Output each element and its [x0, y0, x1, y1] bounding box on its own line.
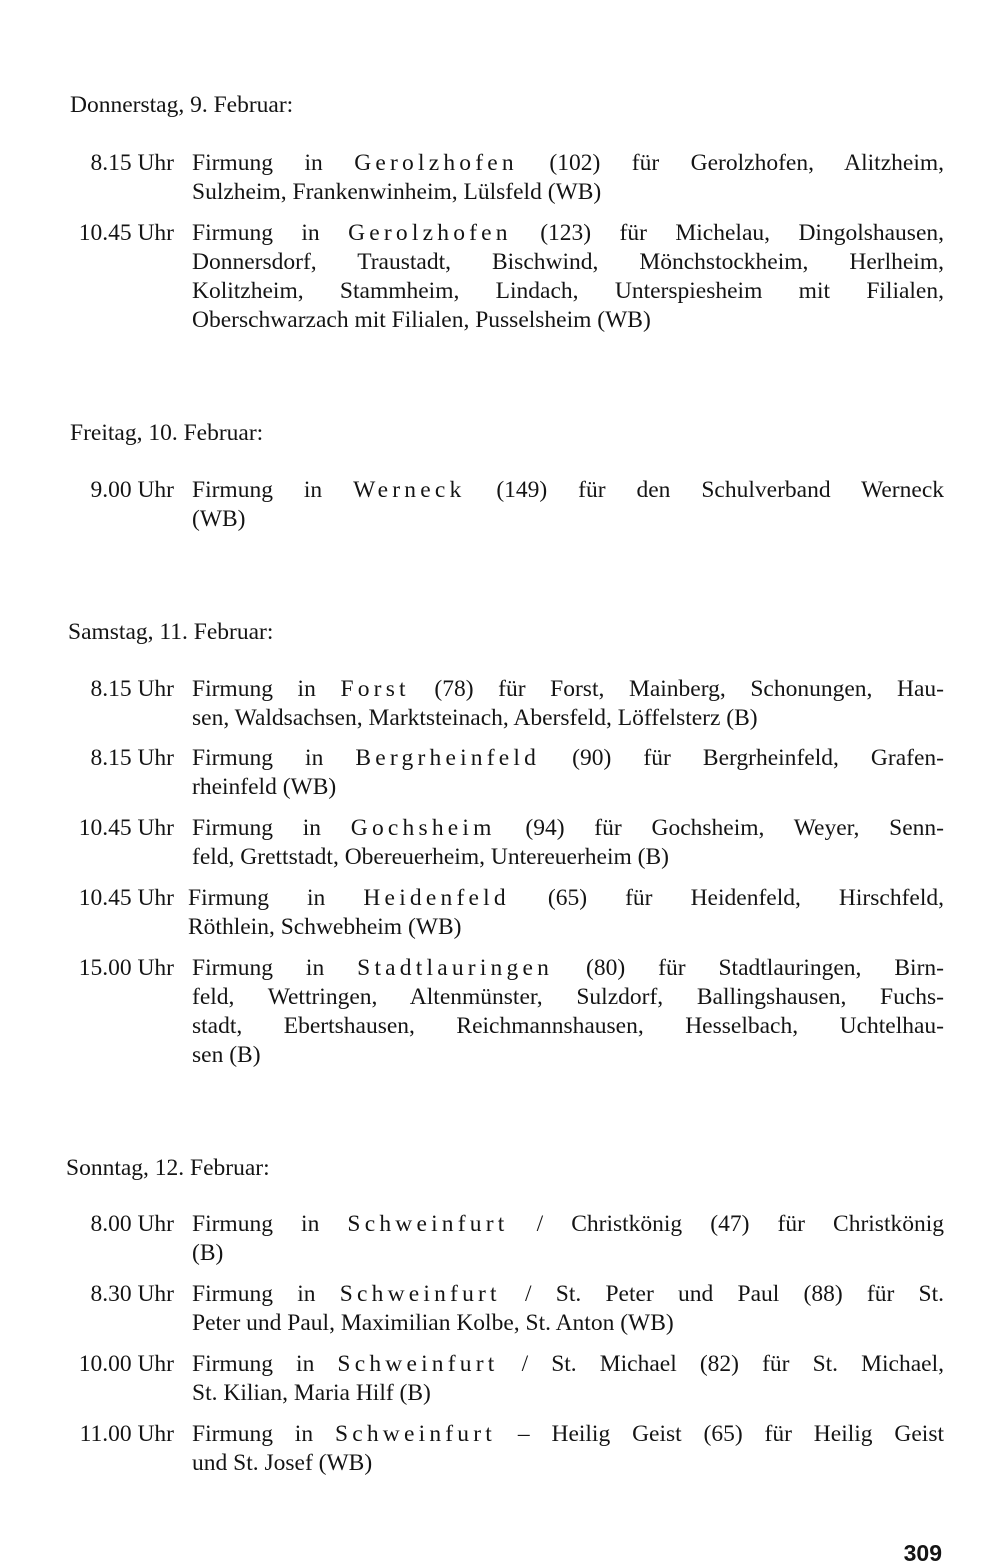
entry-text: Firmung in Heidenfeld (65) für Heidenfeld, Hirschfeld, Röthlein, Schwebheim (WB): [188, 885, 944, 940]
entry-place: Schweinfurt: [334, 1421, 497, 1447]
entry-time: 9.00 Uhr: [90, 477, 174, 503]
entry-prefix: Firmung in: [192, 676, 341, 702]
entry-place: Bergrheinfeld: [355, 745, 541, 771]
entry-text: Firmung in Schweinfurt / St. Michael (82) für St. Michael, St. Kilian, Maria Hilf (B): [192, 1351, 944, 1406]
entry-place: Forst: [340, 676, 410, 702]
page-number: 309: [903, 1540, 942, 1566]
entry-time: 8.00 Uhr: [90, 1211, 174, 1237]
entry-time: 15.00 Uhr: [78, 955, 174, 981]
day-heading: Freitag, 10. Februar:: [70, 420, 264, 446]
entry-place: Schweinfurt: [347, 1211, 509, 1237]
entry-text: Firmung in Gerolzhofen (123) für Michelau, Dingolshausen, Donnersdorf, Traustadt, Bischwind, Mönchstockheim, Herlheim, Kolitzheim, Stammheim, Lindach, Unterspiesheim mit Filialen, Oberschwarzach mit Filialen, Pusselsheim (WB): [192, 220, 944, 333]
day-heading: Donnerstag, 9. Februar:: [70, 92, 294, 118]
entry-text: Firmung in Stadtlauringen (80) für Stadtlauringen, Birn- feld, Wettringen, Altenmünster, Sulzdorf, Ballingshausen, Fuchs- stadt, Ebertshausen, Reichmannshausen, Hesselbach, Uchtelhau- sen (B): [192, 955, 944, 1068]
entry-prefix: Firmung in: [192, 220, 349, 246]
entry-time: 8.15 Uhr: [90, 676, 174, 702]
entry-text: Firmung in Gerolzhofen (102) für Gerolzhofen, Alitzheim, Sulzheim, Frankenwinheim, Lülsfeld (WB): [192, 150, 944, 205]
entry-prefix: Firmung in: [192, 745, 356, 771]
entry-text: Firmung in Gochsheim (94) für Gochsheim, Weyer, Senn- feld, Grettstadt, Obereuerheim, Untereuerheim (B): [192, 815, 944, 870]
entry-prefix: Firmung in: [192, 1281, 340, 1307]
entry-prefix: Firmung in: [192, 1421, 335, 1447]
entry-prefix: Firmung in: [192, 955, 358, 981]
entry-place: Stadtlauringen: [357, 955, 554, 981]
entry-place: Gochsheim: [350, 815, 496, 841]
entry-text: Firmung in Schweinfurt – Heilig Geist (65) für Heilig Geist und St. Josef (WB): [192, 1421, 944, 1476]
entry-text: Firmung in Forst (78) für Forst, Mainberg, Schonungen, Hau- sen, Waldsachsen, Marktsteinach, Abersfeld, Löffelsterz (B): [192, 676, 945, 731]
entry-text: Firmung in Schweinfurt / Christkönig (47) für Christkönig (B): [192, 1211, 944, 1266]
entry-text: Firmung in Schweinfurt / St. Peter und Paul (88) für St. Peter und Paul, Maximilian Kolbe, St. Anton (WB): [192, 1281, 945, 1336]
entry-place: Schweinfurt: [339, 1281, 501, 1307]
entry-text: Firmung in Bergrheinfeld (90) für Bergrheinfeld, Grafen- rheinfeld (WB): [192, 745, 944, 800]
entry-prefix: Firmung in: [192, 815, 351, 841]
entry-prefix: Firmung in: [188, 885, 364, 911]
entry-prefix: Firmung in: [192, 150, 355, 176]
entry-text: Firmung in Werneck (149) für den Schulverband Werneck (WB): [192, 477, 944, 532]
entry-place: Werneck: [353, 477, 466, 503]
entry-time: 10.45 Uhr: [78, 885, 174, 911]
entry-prefix: Firmung in: [192, 1351, 338, 1377]
day-heading: Samstag, 11. Februar:: [68, 619, 274, 645]
entry-time: 8.15 Uhr: [90, 150, 174, 176]
entry-time: 10.45 Uhr: [78, 815, 174, 841]
entry-place: Schweinfurt: [337, 1351, 499, 1377]
entry-time: 10.45 Uhr: [78, 220, 174, 246]
entry-time: 8.15 Uhr: [90, 745, 174, 771]
entry-time: 11.00 Uhr: [79, 1421, 174, 1447]
entry-prefix: Firmung in: [192, 1211, 348, 1237]
entry-place: Gerolzhofen: [354, 150, 518, 176]
day-heading: Sonntag, 12. Februar:: [66, 1155, 270, 1181]
entry-time: 10.00 Uhr: [78, 1351, 174, 1377]
entry-place: Gerolzhofen: [348, 220, 512, 246]
entry-prefix: Firmung in: [192, 477, 354, 503]
entry-time: 8.30 Uhr: [90, 1281, 174, 1307]
entry-place: Heidenfeld: [363, 885, 510, 911]
